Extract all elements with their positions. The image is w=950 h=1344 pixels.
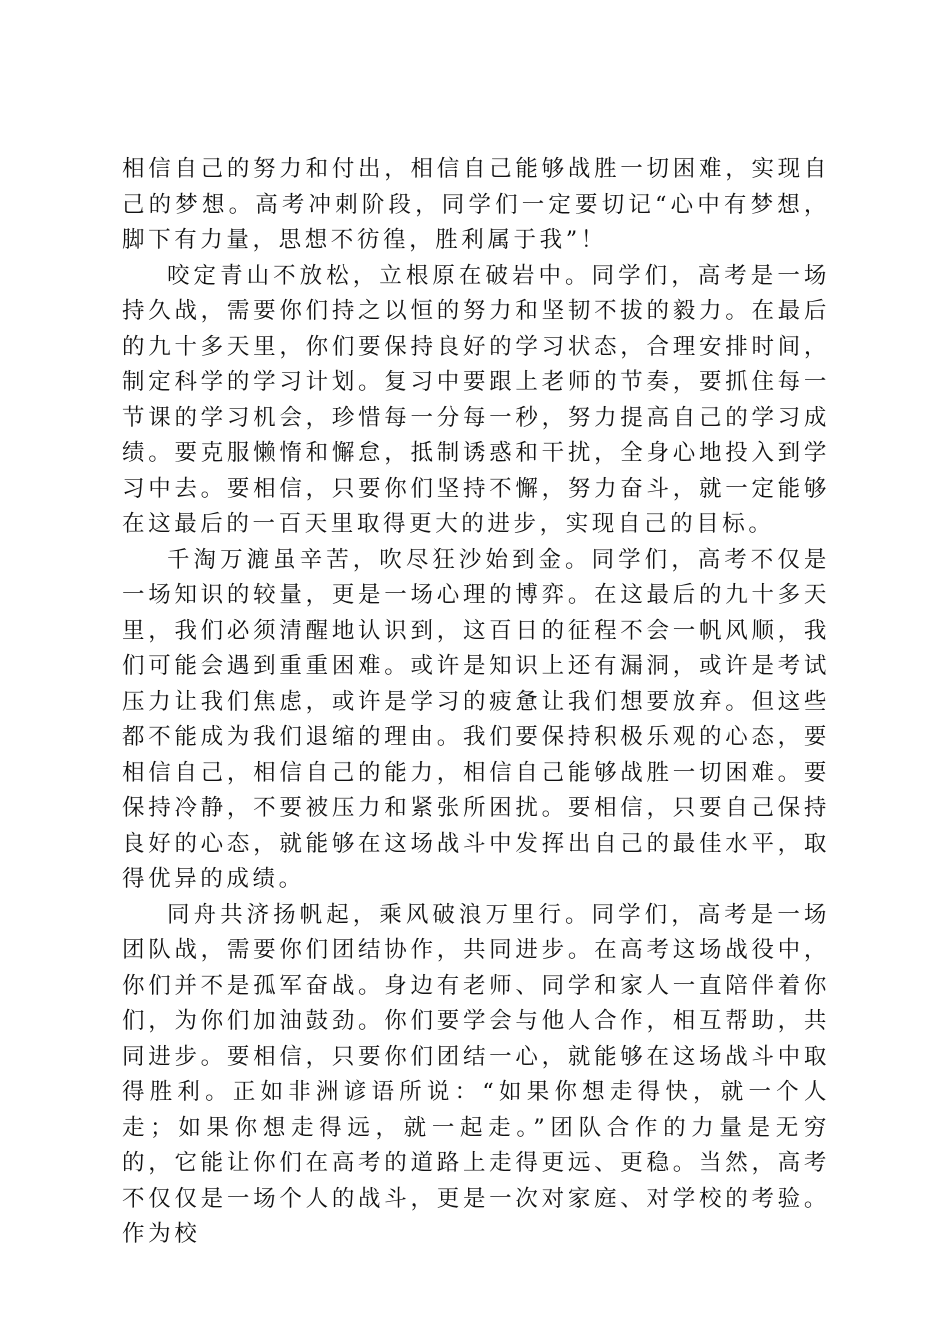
paragraph-4: 同舟共济扬帆起，乘风破浪万里行。同学们，高考是一场团队战，需要你们团结协作，共同进步。在高考这场战役中，你们并不是孤军奋战。身边有老师、同学和家人一直陪伴着你们，为你们加油鼓劲。你们要学会与他人合作，相互帮助，共同进步。要相信，只要你们团结一心，就能够在这场战斗中取得胜利。正如非洲谚语所说：“如果你想走得快，就一个人走；如果你想走得远，就一起走。”团队合作的力量是无穷的，它能让你们在高考的道路上走得更远、更稳。当然，高考不仅仅是一场个人的战斗，更是一次对家庭、对学校的考验。作为校: [122, 901, 830, 1247]
paragraph-2: 咬定青山不放松，立根原在破岩中。同学们，高考是一场持久战，需要你们持之以恒的努力和坚韧不拔的毅力。在最后的九十多天里，你们要保持良好的学习状态，合理安排时间，制定科学的学习计划。复习中要跟上老师的节奏，要抓住每一节课的学习机会，珍惜每一分每一秒，努力提高自己的学习成绩。要克服懒惰和懈怠，抵制诱惑和干扰，全身心地投入到学习中去。要相信，只要你们坚持不懈，努力奋斗，就一定能够在这最后的一百天里取得更大的进步，实现自己的目标。: [122, 262, 830, 537]
paragraph-3: 千淘万漉虽辛苦，吹尽狂沙始到金。同学们，高考不仅是一场知识的较量，更是一场心理的博弈。在这最后的九十多天里，我们必须清醒地认识到，这百日的征程不会一帆风顺，我们可能会遇到重重困难。或许是知识上还有漏洞，或许是考试压力让我们焦虑，或许是学习的疲惫让我们想要放弃。但这些都不能成为我们退缩的理由。我们要保持积极乐观的心态，要相信自己，相信自己的能力，相信自己能够战胜一切困难。要保持冷静，不要被压力和紧张所困扰。要相信，只要自己保持良好的心态，就能够在这场战斗中发挥出自己的最佳水平，取得优异的成绩。: [122, 546, 830, 892]
document-body: [122, 152, 830, 1253]
paragraph-1: 相信自己的努力和付出，相信自己能够战胜一切困难，实现自己的梦想。高考冲刺阶段，同学们一定要切记“心中有梦想，脚下有力量，思想不彷徨，胜利属于我”！: [122, 156, 830, 253]
